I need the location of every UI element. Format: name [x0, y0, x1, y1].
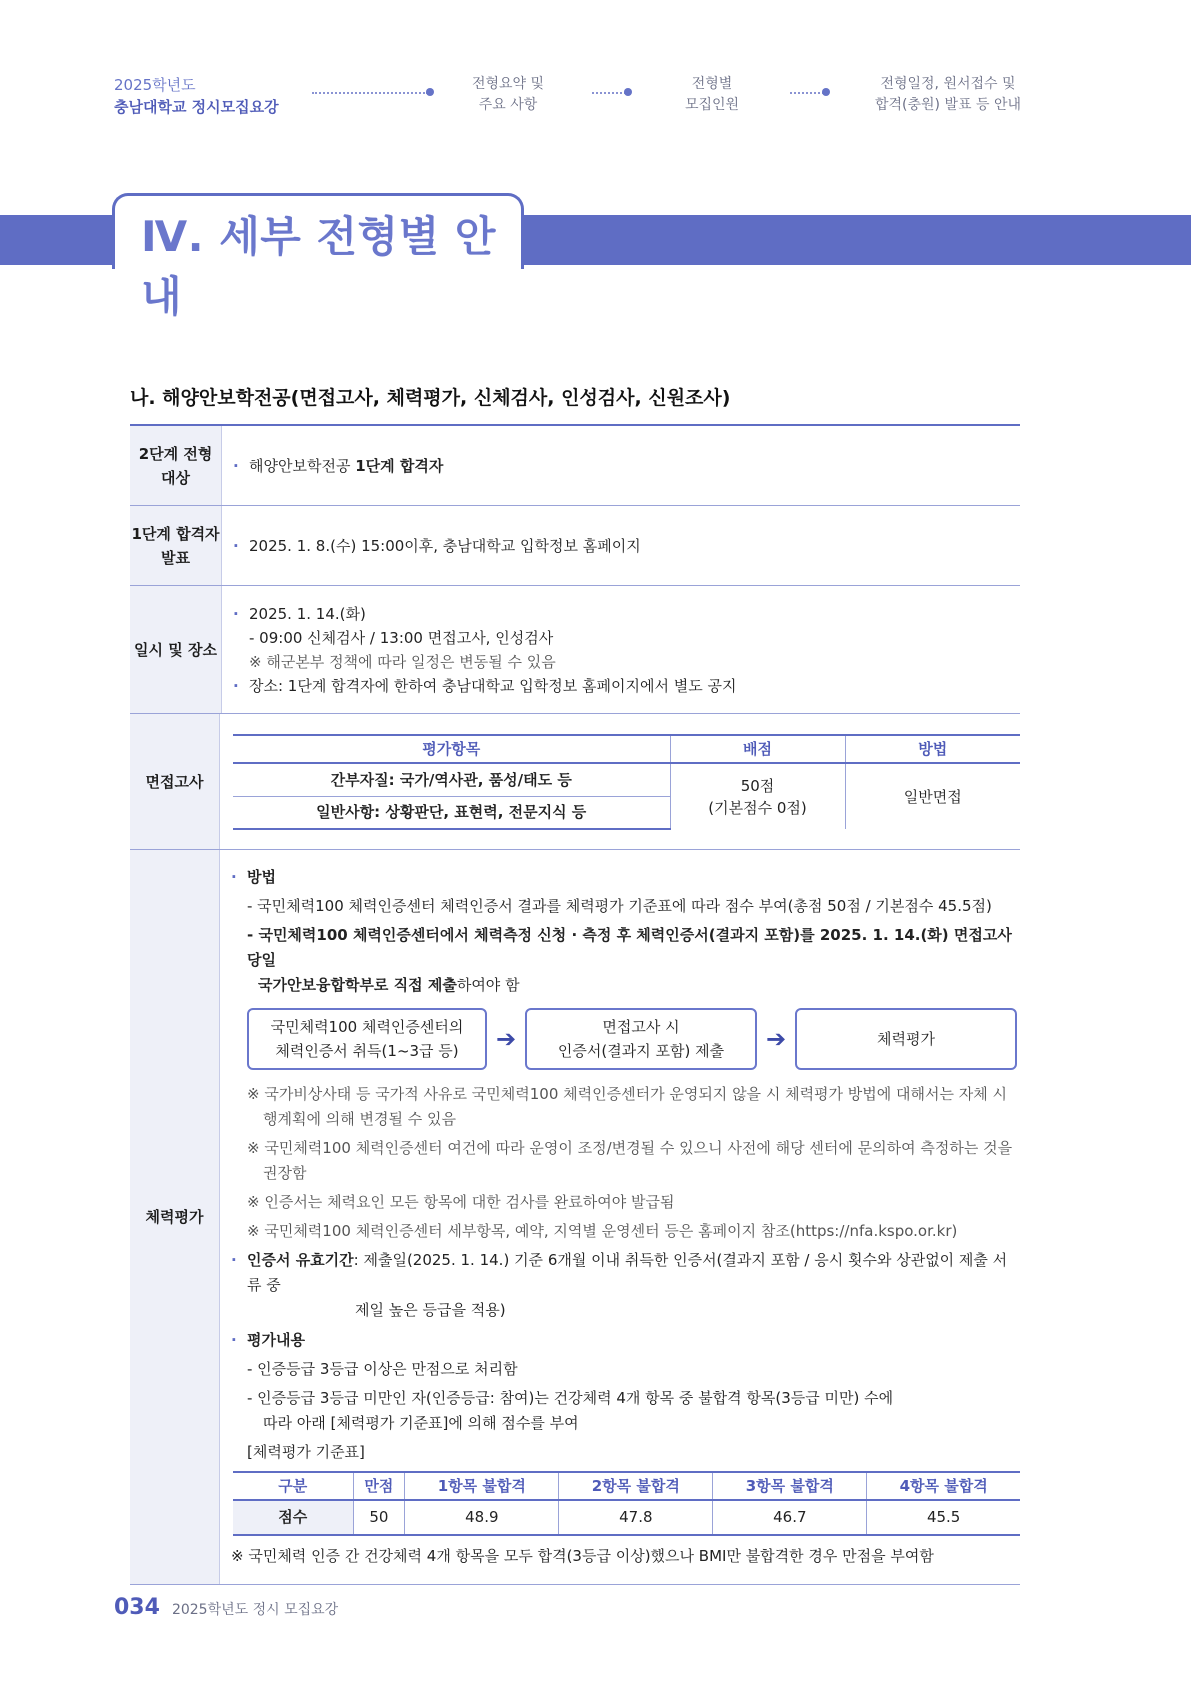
nav-step-line: 전형별 [691, 76, 733, 92]
flow-text: 국민체력100 체력인증센터의 [270, 1018, 464, 1036]
score-header: 구분 [233, 1472, 353, 1500]
score-table [233, 1471, 1020, 1536]
score-cell: 점수 [233, 1500, 353, 1535]
fitness-note: ※ 국민체력100 체력인증센터 세부항목, 예약, 지역별 운영센터 등은 홈페이지 참조(https://nfa.kspo.or.kr) [247, 1222, 958, 1240]
brand [114, 74, 279, 118]
nav-step-line: 전형일정, 원서접수 및 [880, 76, 1016, 92]
nav-step-schedule[interactable] [868, 74, 1028, 116]
row-announce [130, 506, 1020, 586]
row-label [130, 426, 221, 505]
method-line [231, 973, 1020, 998]
row-label [130, 506, 221, 585]
eval-line: - 인증등급 3등급 미만인 자(인증등급: 참여)는 건강체력 4개 항목 중 불합격 항목(3등급 미만) 수에 따라 아래 [체력평가 기준표]에 의해 점수를 부여 [247, 1389, 894, 1432]
flow-step [525, 1008, 757, 1070]
schedule-date: · 2025. 1. 14.(화) [233, 602, 1020, 626]
process-flow [247, 1008, 1020, 1070]
fitness-note: ※ 국민체력100 체력인증센터 여건에 따라 운영이 조정/변경될 수 있으니 사전에 해당 센터에 문의하여 측정하는 것을 권장함 [247, 1139, 1013, 1182]
brand-title: 충남대학교 정시모집요강 [114, 98, 279, 116]
method-rest: 하여야 함 [456, 976, 520, 994]
interview-item: 간부자질: 국가/역사관, 품성/태도 등 [233, 763, 670, 796]
nav-step-quota[interactable] [672, 74, 752, 116]
section-title: Ⅳ. 세부 전형별 안내 [141, 212, 496, 321]
score-line: (기본점수 0점) [708, 798, 807, 817]
schedule-times: - 09:00 신체검사 / 13:00 면접고사, 인성검사 [249, 628, 554, 647]
nav-step-line: 합격(충원) 발표 등 안내 [875, 97, 1021, 113]
bullet-item [233, 454, 443, 478]
score-header: 2항목 불합격 [559, 1472, 713, 1500]
fitness-note: ※ 국가비상사태 등 국가적 사유로 국민체력100 체력인증센터가 운영되지 않을 시 체력평가 방법에 대해서는 자체 시행계획에 의해 변경될 수 있음 [247, 1085, 1008, 1128]
table-caption: [체력평가 기준표] [247, 1443, 365, 1461]
eval-line: - 인증등급 3등급 이상은 만점으로 처리함 [247, 1360, 518, 1378]
stage2-bold: 1단계 합격자 [355, 456, 444, 475]
top-navigation [0, 72, 1191, 132]
validity-cont: 제일 높은 등급을 적용) [355, 1301, 506, 1319]
row-content [219, 714, 1020, 849]
stage2-text: 해양안보학전공 [249, 456, 356, 475]
label-line: 발표 [161, 548, 190, 567]
nav-connector [790, 92, 824, 94]
row-fitness [130, 850, 1020, 1585]
schedule-place: · 장소: 1단계 합격자에 한하여 충남대학교 입학정보 홈페이지에서 별도 공지 [233, 674, 1020, 698]
score-header: 4항목 불합격 [867, 1472, 1020, 1500]
method-line: - 국민체력100 체력인증센터에서 체력측정 신청 · 측정 후 체력인증서(결과지 포함)를 2025. 1. 14.(화) 면접고사 당일 [247, 926, 1012, 969]
interview-score [670, 763, 845, 829]
flow-text: 체력평가 [877, 1030, 935, 1048]
score-cell: 48.9 [405, 1500, 559, 1535]
interview-item: 일반사항: 상황판단, 표현력, 전문지식 등 [233, 796, 670, 829]
nav-dot [426, 88, 434, 96]
row-content [219, 850, 1020, 1584]
score-cell: 47.8 [559, 1500, 713, 1535]
nav-dot [624, 88, 632, 96]
flow-step [247, 1008, 487, 1070]
flow-text: 인증서(결과지 포함) 제출 [557, 1042, 725, 1060]
schedule-note: ※ 해군본부 정책에 따라 일정은 변동될 수 있음 [249, 652, 556, 671]
interview-table [233, 734, 1020, 830]
nav-connector [592, 92, 626, 94]
row-content [221, 426, 1020, 505]
method-bold: 국가안보융합학부로 직접 제출 [258, 976, 457, 994]
interview-header: 배점 [670, 735, 845, 763]
label-line: 1단계 합격자 [131, 524, 220, 543]
subheading: 나. 해양안보학전공(면접고사, 체력평가, 신체검사, 인성검사, 신원조사) [130, 387, 731, 409]
label-line: 2단계 전형 [138, 444, 213, 463]
score-header: 만점 [353, 1472, 405, 1500]
validity-text: : 제출일(2025. 1. 14.) 기준 6개월 이내 취득한 인증서(결과지 포함 / 응시 횟수와 상관없이 제출 서류 중 [247, 1251, 1008, 1294]
validity [231, 1248, 1020, 1298]
row-schedule [130, 586, 1020, 714]
nav-step-summary[interactable] [448, 74, 568, 116]
interview-header: 평가항목 [233, 735, 670, 763]
row-label: 체력평가 [130, 850, 219, 1584]
interview-header: 방법 [845, 735, 1020, 763]
fitness-note: ※ 인증서는 체력요인 모든 항목에 대한 검사를 완료하여야 발급됨 [247, 1193, 675, 1211]
eval-title: · 평가내용 [231, 1328, 1020, 1353]
announce-text: · 2025. 1. 8.(수) 15:00이후, 충남대학교 입학정보 홈페이지 [233, 534, 641, 558]
interview-method: 일반면접 [845, 763, 1020, 829]
label-line: 대상 [161, 468, 190, 487]
brand-year: 2025학년도 [114, 76, 196, 94]
arrow-right-icon: ➔ [495, 1024, 517, 1053]
flow-text: 체력인증서 취득(1~3급 등) [275, 1042, 459, 1060]
nav-step-line: 모집인원 [684, 97, 740, 113]
nav-step-line: 전형요약 및 [471, 76, 545, 92]
section-tab [112, 193, 524, 321]
admission-table [130, 424, 1020, 1585]
footer-title: 2025학년도 정시 모집요강 [171, 1602, 339, 1618]
flow-text: 면접고사 시 [602, 1018, 680, 1036]
row-content [221, 586, 1020, 713]
score-header: 3항목 불합격 [713, 1472, 867, 1500]
nav-connector [312, 92, 428, 94]
score-line: 50점 [740, 776, 775, 795]
row-label: 면접고사 [130, 714, 219, 849]
method-title: · 방법 [231, 865, 1020, 890]
flow-step [795, 1008, 1017, 1070]
score-cell: 46.7 [713, 1500, 867, 1535]
row-content [221, 506, 1020, 585]
nav-dot [822, 88, 830, 96]
validity-label: 인증서 유효기간 [247, 1251, 354, 1269]
page-number: 034 [114, 1595, 160, 1620]
nav-step-line: 주요 사항 [478, 97, 538, 113]
footer [114, 1595, 338, 1620]
row-label: 일시 및 장소 [130, 586, 221, 713]
row-stage2 [130, 426, 1020, 506]
arrow-right-icon: ➔ [765, 1024, 787, 1053]
score-cell: 50 [353, 1500, 405, 1535]
score-cell: 45.5 [867, 1500, 1020, 1535]
method-line: - 국민체력100 체력인증센터 체력인증서 결과를 체력평가 기준표에 따라 점수 부여(총점 50점 / 기본점수 45.5점) [247, 897, 992, 915]
row-interview [130, 714, 1020, 850]
fitness-footnote: ※ 국민체력 인증 간 건강체력 4개 항목을 모두 합격(3등급 이상)했으나 BMI만 불합격한 경우 만점을 부여함 [231, 1547, 934, 1565]
score-header: 1항목 불합격 [405, 1472, 559, 1500]
